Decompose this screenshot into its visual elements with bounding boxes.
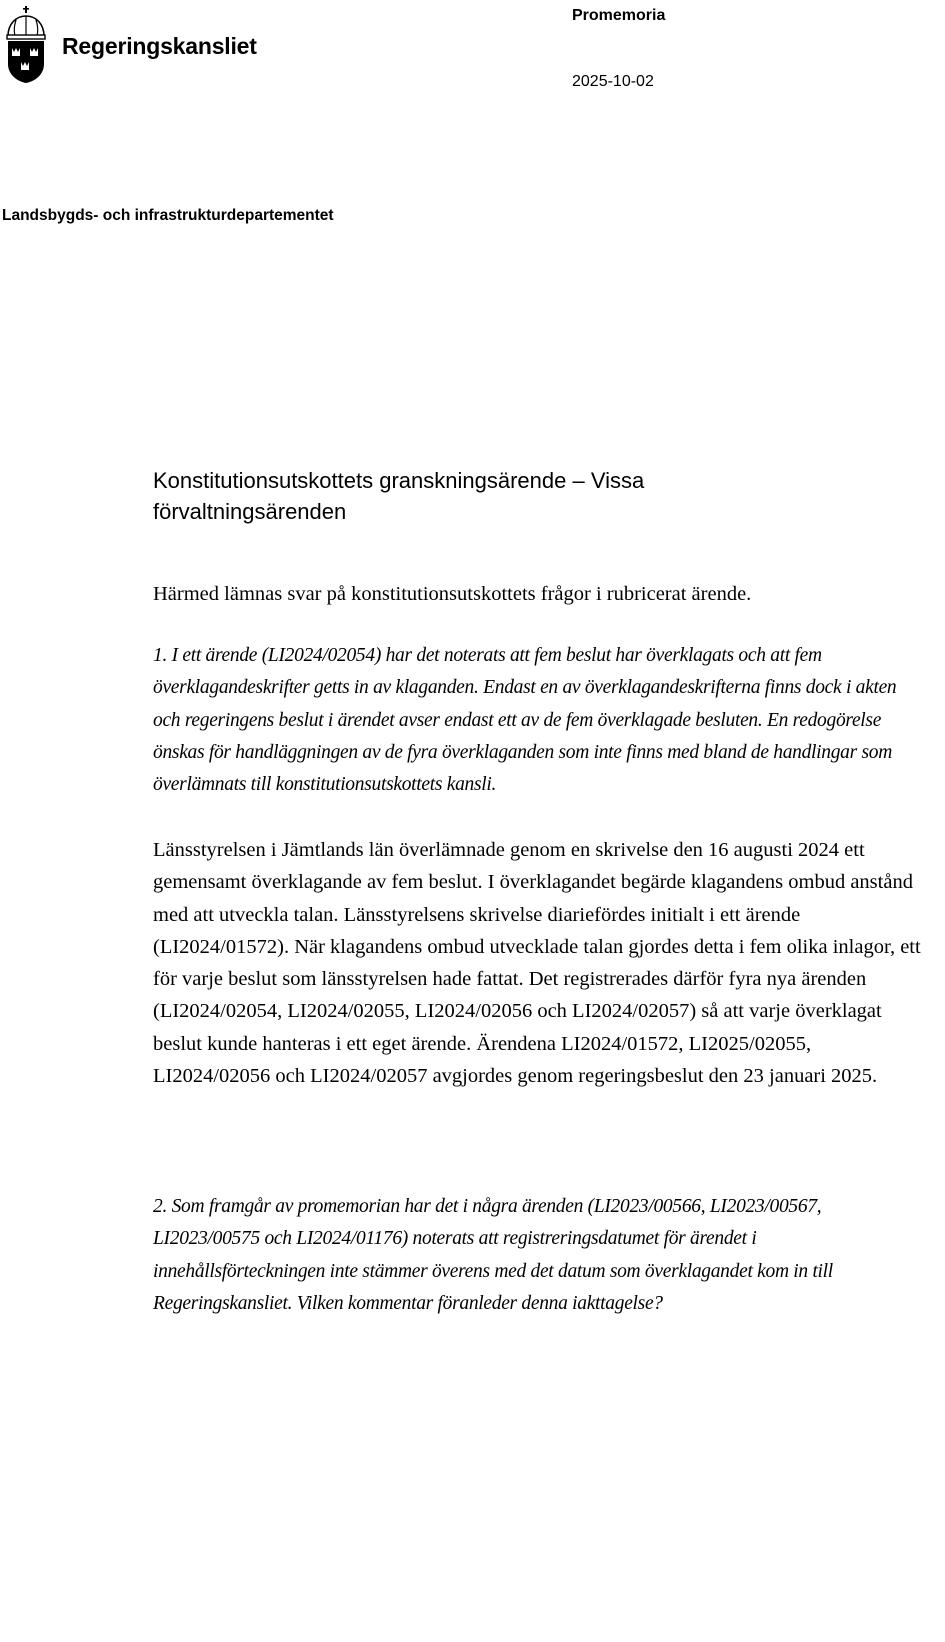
department-name: Landsbygds- och infrastrukturdepartementet — [2, 207, 334, 224]
question-2-paragraph: 2. Som framgår av promemorian har det i några ärenden (LI2023/00566, LI2023/00567, LI2023/00575 och LI2024/01176) noterats att registreringsdatumet för ärendet i innehållsförteckningen inte stämmer överens med det datum som överklagandet kom in till Regeringskansliet. Vilken kommentar föranleder denna iakttagelse? — [153, 1196, 833, 1314]
intro-paragraph: Härmed lämnas svar på konstitutionsutskottets frågor i rubricerat ärende. — [153, 583, 752, 605]
answer-1-paragraph: Länsstyrelsen i Jämtlands län överlämnade genom en skrivelse den 16 augusti 2024 ett gemensamt överklagande av fem beslut. I överklagandet begärde klagandens ombud anstånd med att utveckla talan. Länsstyrelsens skrivelse diariefördes initialt i ett ärende (LI2024/01572). När klagandens ombud utvecklade talan gjordes detta i fem olika inlagor, ett för varje beslut som länsstyrelsen hade fattat. Det registrerades därför fyra nya ärenden (LI2024/02054, LI2024/02055, LI2024/02056 och LI2024/02057) så att varje överklagat beslut kunde hanteras i ett eget ärende. Ärendena LI2024/01572, LI2025/02055, LI2024/02056 och LI2024/02057 avgjordes genom regeringsbeslut den 23 januari 2025. — [153, 839, 921, 1088]
document-date: 2025-10-02 — [572, 73, 654, 90]
document-type: Promemoria — [572, 7, 666, 24]
question-1-paragraph: 1. I ett ärende (LI2024/02054) har det noterats att fem beslut har överklagats och att fem överklagandeskrifter getts in av klaganden. Endast en av överklagandeskrifterna finns dock i akten och regeringens beslut i ärendet avser endast ett av de fem överklagade besluten. En redogörelse önskas för handläggningen av de fyra överklaganden som inte finns med bland de handlingar som överlämnats till konstitutionsutskottets kansli. — [153, 645, 897, 796]
document-title: Konstitutionsutskottets granskningsärende – Vissa förvaltningsärenden — [153, 468, 645, 524]
organization-name: Regeringskansliet — [62, 33, 257, 59]
swedish-three-crowns-shield-icon — [4, 6, 48, 84]
